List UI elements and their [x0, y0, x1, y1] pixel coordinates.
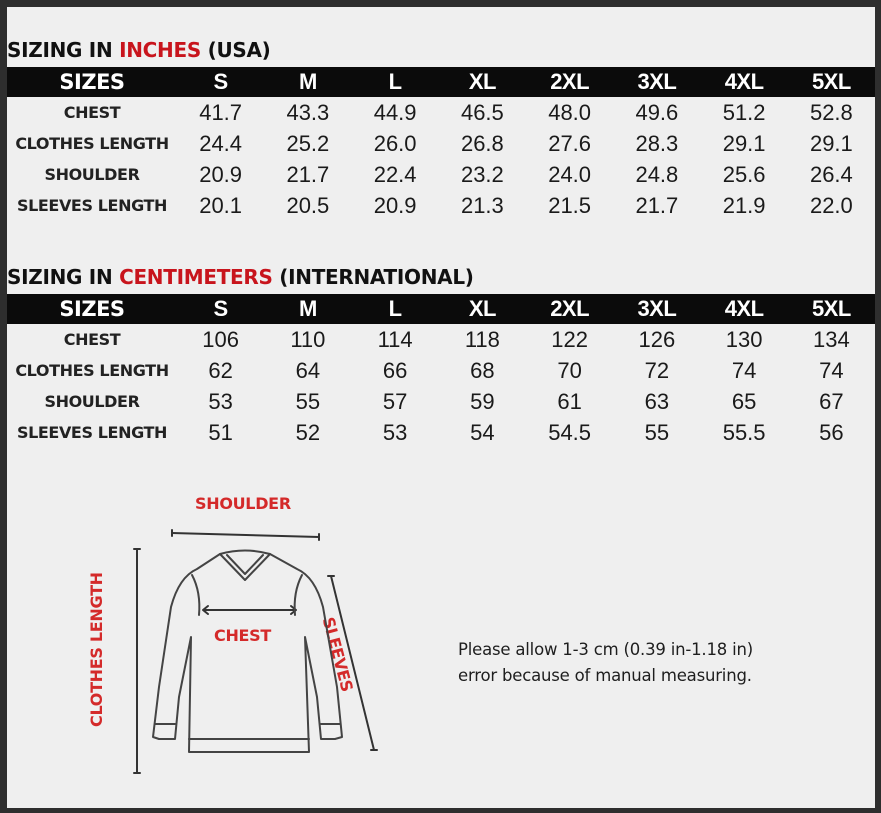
cell-value: 126 [638, 326, 676, 352]
cell-value: 49.6 [635, 99, 679, 125]
title-suffix: (INTERNATIONAL) [272, 265, 474, 289]
cell-value: 24.0 [548, 161, 592, 187]
cm-section-title [7, 265, 474, 289]
cell-value: 63 [644, 388, 670, 414]
inches-section-title [7, 38, 271, 62]
cell-value: 110 [290, 326, 326, 352]
table-row [7, 97, 875, 128]
header-size: 2XL [526, 67, 613, 97]
cell-value: 55.5 [722, 419, 766, 445]
cell-value: 106 [202, 326, 239, 352]
chest-label: CHEST [214, 626, 272, 645]
cell-value: 22.0 [809, 192, 853, 218]
header-size: 4XL [701, 67, 788, 97]
clothes-length-label: CLOTHES LENGTH [87, 572, 106, 727]
measurement-diagram [7, 477, 875, 807]
cell-value: 130 [725, 326, 763, 352]
table-row [7, 386, 875, 417]
cell-value: 26.0 [373, 130, 417, 156]
cell-value: 28.3 [635, 130, 679, 156]
cell-value: 59 [470, 388, 495, 414]
sweater-measurement-icon [7, 477, 427, 807]
header-size: M [264, 67, 351, 97]
header-size: S [177, 67, 264, 97]
note-line-2: error because of manual measuring. [458, 666, 752, 685]
table-row [7, 417, 875, 448]
header-size: L [352, 294, 439, 324]
row-label: SHOULDER [44, 165, 140, 184]
cell-value: 54.5 [548, 419, 592, 445]
header-size: 4XL [701, 294, 788, 324]
measurement-note [458, 637, 753, 689]
row-label: CLOTHES LENGTH [15, 134, 169, 153]
table-row [7, 159, 875, 190]
title-prefix: SIZING IN [7, 265, 120, 289]
cell-value: 122 [551, 326, 588, 352]
cell-value: 64 [295, 357, 321, 383]
header-sizes: SIZES [7, 67, 177, 97]
cell-value: 62 [208, 357, 233, 383]
cell-value: 51 [208, 419, 233, 445]
cell-value: 21.7 [286, 161, 330, 187]
table-header-row [7, 67, 875, 97]
cell-value: 25.6 [722, 161, 766, 187]
header-size: XL [439, 294, 526, 324]
shoulder-label: SHOULDER [195, 494, 291, 513]
cell-value: 29.1 [722, 130, 766, 156]
header-size: 5XL [788, 294, 875, 324]
cell-value: 25.2 [286, 130, 330, 156]
title-accent: CENTIMETERS [119, 265, 273, 289]
title-suffix: (USA) [200, 38, 271, 62]
cell-value: 27.6 [548, 130, 592, 156]
cell-value: 23.2 [460, 161, 504, 187]
cell-value: 20.5 [286, 192, 330, 218]
cell-value: 43.3 [286, 99, 330, 125]
header-size: 3XL [613, 294, 700, 324]
cell-value: 61 [557, 388, 582, 414]
cell-value: 26.4 [809, 161, 853, 187]
table-header-row [7, 294, 875, 324]
cell-value: 74 [731, 357, 757, 383]
sleeves-label: SLEEVES [318, 615, 357, 694]
row-label: CHEST [63, 103, 121, 122]
cell-value: 51.2 [722, 99, 766, 125]
cell-value: 134 [813, 326, 850, 352]
header-size: M [264, 294, 351, 324]
cell-value: 53 [382, 419, 408, 445]
table-row [7, 190, 875, 221]
cell-value: 48.0 [548, 99, 592, 125]
cell-value: 52 [295, 419, 321, 445]
cell-value: 55 [295, 388, 321, 414]
header-size: 5XL [788, 67, 875, 97]
cell-value: 52.8 [809, 99, 853, 125]
cell-value: 118 [464, 326, 500, 352]
row-label: SLEEVES LENGTH [16, 423, 168, 442]
cell-value: 70 [557, 357, 582, 383]
cell-value: 57 [382, 388, 408, 414]
cell-value: 20.1 [199, 192, 243, 218]
cell-value: 56 [819, 419, 844, 445]
cell-value: 24.8 [635, 161, 679, 187]
cell-value: 54 [470, 419, 495, 445]
cell-value: 72 [644, 357, 670, 383]
cell-value: 20.9 [373, 192, 417, 218]
cell-value: 44.9 [373, 99, 417, 125]
header-size: 2XL [526, 294, 613, 324]
cell-value: 24.4 [199, 130, 243, 156]
cell-value: 66 [382, 357, 408, 383]
header-size: 3XL [613, 67, 700, 97]
cell-value: 55 [644, 419, 670, 445]
cell-value: 21.9 [722, 192, 766, 218]
cell-value: 29.1 [809, 130, 853, 156]
cell-value: 21.3 [460, 192, 504, 218]
cell-value: 53 [208, 388, 233, 414]
cell-value: 67 [819, 388, 844, 414]
cell-value: 21.7 [635, 192, 679, 218]
inches-size-table [7, 67, 875, 221]
cm-size-table [7, 294, 875, 448]
table-row [7, 324, 875, 355]
header-size: L [352, 67, 439, 97]
cell-value: 68 [470, 357, 495, 383]
title-accent: INCHES [119, 38, 201, 62]
size-chart-image [7, 7, 875, 808]
header-size: S [177, 294, 264, 324]
note-line-1: Please allow 1-3 cm (0.39 in-1.18 in) [458, 640, 753, 659]
cell-value: 26.8 [460, 130, 504, 156]
header-size: XL [439, 67, 526, 97]
row-label: SLEEVES LENGTH [16, 196, 168, 215]
cell-value: 21.5 [548, 192, 592, 218]
title-prefix: SIZING IN [7, 38, 120, 62]
table-row [7, 355, 875, 386]
table-row [7, 128, 875, 159]
cell-value: 20.9 [199, 161, 243, 187]
cell-value: 74 [819, 357, 844, 383]
row-label: CHEST [63, 330, 121, 349]
cell-value: 65 [731, 388, 757, 414]
cell-value: 46.5 [460, 99, 504, 125]
header-sizes: SIZES [7, 294, 177, 324]
cell-value: 22.4 [373, 161, 417, 187]
row-label: CLOTHES LENGTH [15, 361, 169, 380]
cell-value: 114 [377, 326, 413, 352]
row-label: SHOULDER [44, 392, 140, 411]
cell-value: 41.7 [199, 99, 243, 125]
